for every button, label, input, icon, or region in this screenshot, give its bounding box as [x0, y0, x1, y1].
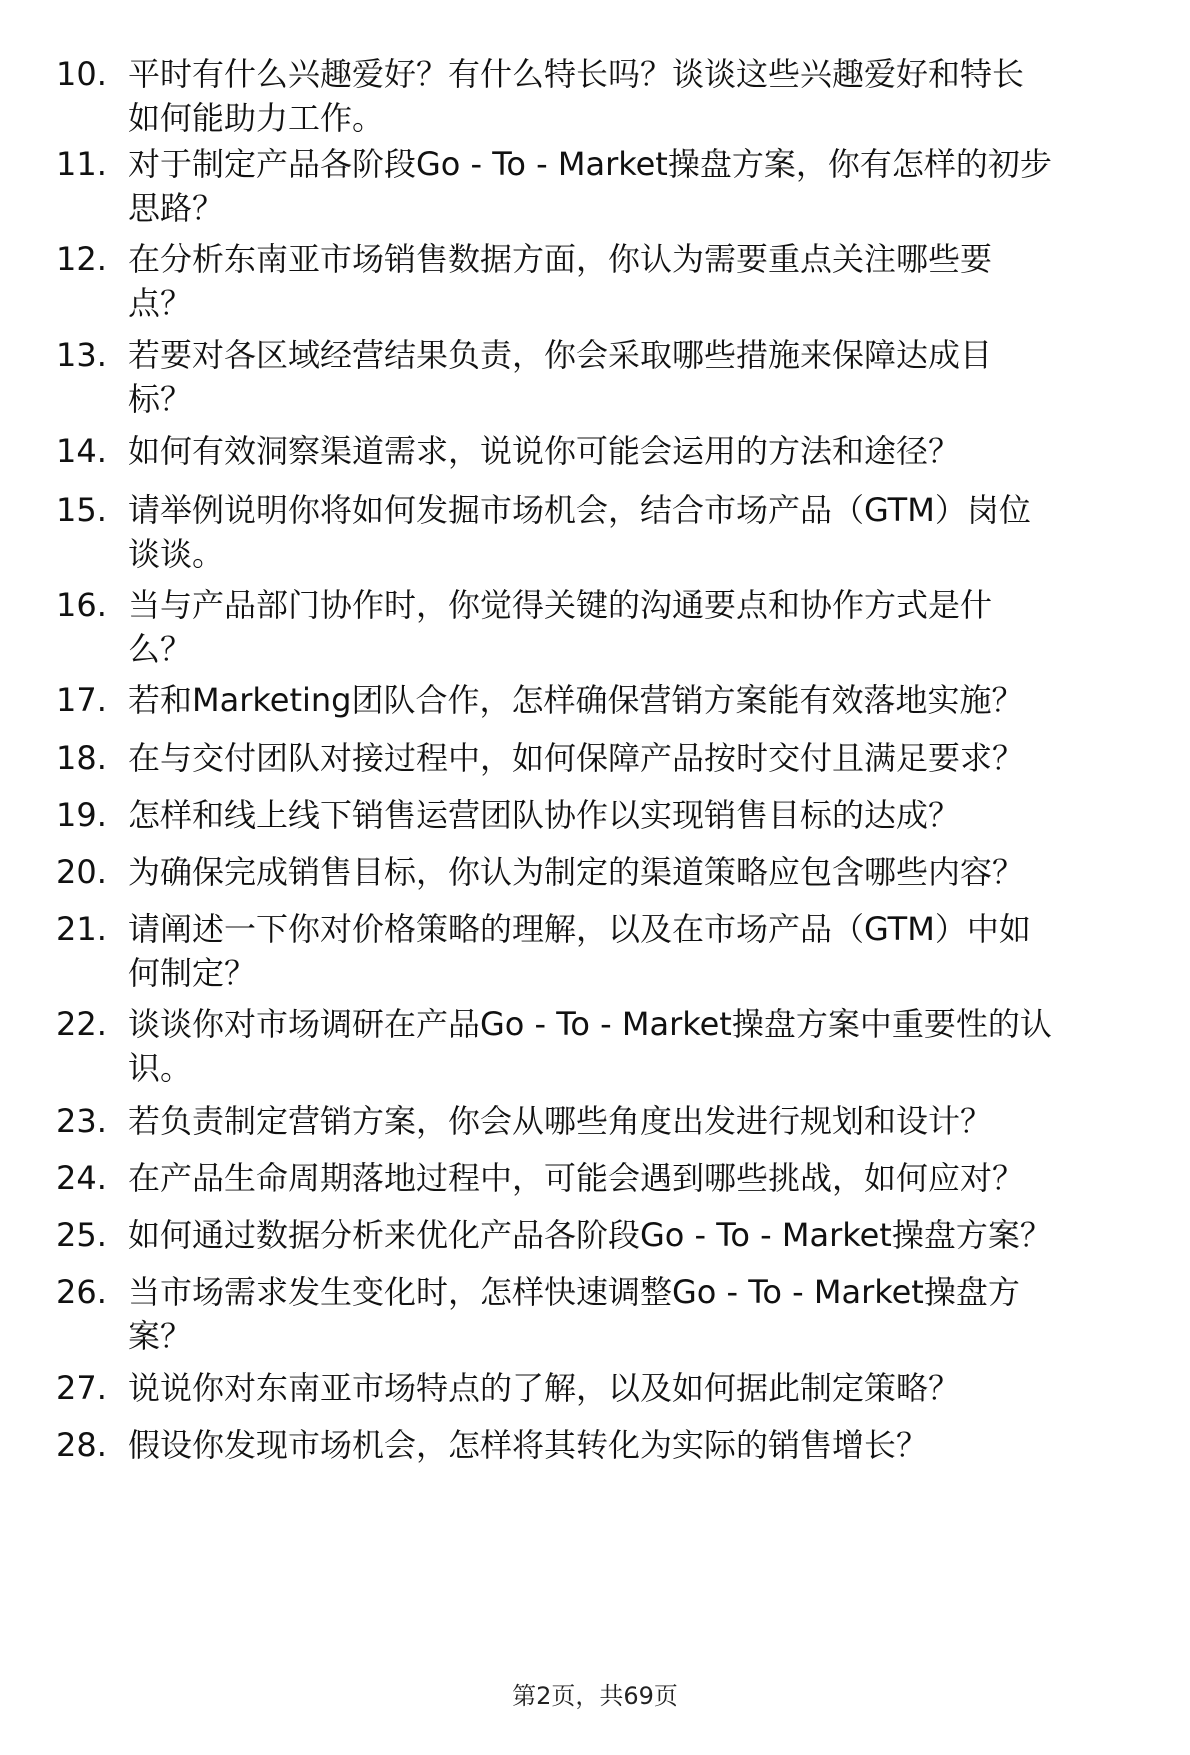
question-line: 识。	[128, 1049, 193, 1087]
question-line: 请阐述一下你对价格策略的理解，以及在市场产品（GTM）中如	[128, 910, 1031, 948]
question-text	[128, 237, 1168, 325]
question-number: 10.	[56, 55, 107, 93]
question-text	[128, 1423, 1168, 1467]
question-line: 么？	[128, 630, 193, 668]
question-number: 17.	[56, 681, 107, 719]
question-line: 若要对各区域经营结果负责，你会采取哪些措施来保障达成目	[128, 336, 993, 374]
question-number: 11.	[56, 145, 107, 183]
question-line: 对于制定产品各阶段Go - To - Market操盘方案，你有怎样的初步	[128, 145, 1052, 183]
question-number: 15.	[56, 491, 107, 529]
question-text	[128, 488, 1168, 576]
question-number: 23.	[56, 1102, 107, 1140]
question-number: 20.	[56, 853, 107, 891]
question-number: 13.	[56, 336, 107, 374]
question-number: 22.	[56, 1005, 107, 1043]
question-text	[128, 1213, 1168, 1257]
question-line: 当市场需求发生变化时，怎样快速调整Go - To - Market操盘方	[128, 1273, 1020, 1311]
question-number: 12.	[56, 240, 107, 278]
question-line: 标？	[128, 380, 193, 418]
question-text	[128, 52, 1168, 140]
question-line: 平时有什么兴趣爱好？有什么特长吗？谈谈这些兴趣爱好和特长	[128, 55, 1025, 93]
question-number: 21.	[56, 910, 107, 948]
question-number: 26.	[56, 1273, 107, 1311]
question-number: 18.	[56, 739, 107, 777]
question-line: 案？	[128, 1317, 193, 1355]
question-line: 假设你发现市场机会，怎样将其转化为实际的销售增长？	[128, 1426, 929, 1464]
question-text	[128, 1156, 1168, 1200]
question-line: 在与交付团队对接过程中，如何保障产品按时交付且满足要求？	[128, 739, 1025, 777]
question-line: 如何能助力工作。	[128, 99, 385, 137]
question-line: 若和Marketing团队合作，怎样确保营销方案能有效落地实施？	[128, 681, 1024, 719]
question-line: 在产品生命周期落地过程中，可能会遇到哪些挑战，如何应对？	[128, 1159, 1025, 1197]
question-line: 如何通过数据分析来优化产品各阶段Go - To - Market操盘方案？	[128, 1216, 1052, 1254]
question-line: 说说你对东南亚市场特点的了解，以及如何据此制定策略？	[128, 1369, 961, 1407]
question-text	[128, 583, 1168, 671]
question-text	[128, 142, 1168, 230]
question-line: 谈谈。	[128, 535, 225, 573]
question-text	[128, 1270, 1168, 1358]
question-text	[128, 678, 1168, 722]
question-line: 思路？	[128, 189, 225, 227]
question-line: 何制定？	[128, 954, 257, 992]
question-text	[128, 907, 1168, 995]
question-line: 为确保完成销售目标，你认为制定的渠道策略应包含哪些内容？	[128, 853, 1025, 891]
question-number: 14.	[56, 432, 107, 470]
question-line: 在分析东南亚市场销售数据方面，你认为需要重点关注哪些要	[128, 240, 993, 278]
question-number: 16.	[56, 586, 107, 624]
question-number: 19.	[56, 796, 107, 834]
question-line: 点？	[128, 284, 193, 322]
question-text	[128, 1099, 1168, 1143]
question-number: 27.	[56, 1369, 107, 1407]
question-number: 25.	[56, 1216, 107, 1254]
question-number: 24.	[56, 1159, 107, 1197]
question-line: 当与产品部门协作时，你觉得关键的沟通要点和协作方式是什	[128, 586, 993, 624]
question-line: 谈谈你对市场调研在产品Go - To - Market操盘方案中重要性的认	[128, 1005, 1052, 1043]
page-footer: 第2页，共69页	[512, 1682, 678, 1710]
question-text	[128, 736, 1168, 780]
question-text	[128, 333, 1168, 421]
question-line: 怎样和线上线下销售运营团队协作以实现销售目标的达成？	[128, 796, 961, 834]
question-text	[128, 1002, 1168, 1090]
question-text	[128, 850, 1168, 894]
question-number: 28.	[56, 1426, 107, 1464]
question-line: 如何有效洞察渠道需求，说说你可能会运用的方法和途径？	[128, 432, 961, 470]
question-line: 请举例说明你将如何发掘市场机会，结合市场产品（GTM）岗位	[128, 491, 1031, 529]
question-text	[128, 1366, 1168, 1410]
question-text	[128, 429, 1168, 473]
question-text	[128, 793, 1168, 837]
question-line: 若负责制定营销方案，你会从哪些角度出发进行规划和设计？	[128, 1102, 993, 1140]
